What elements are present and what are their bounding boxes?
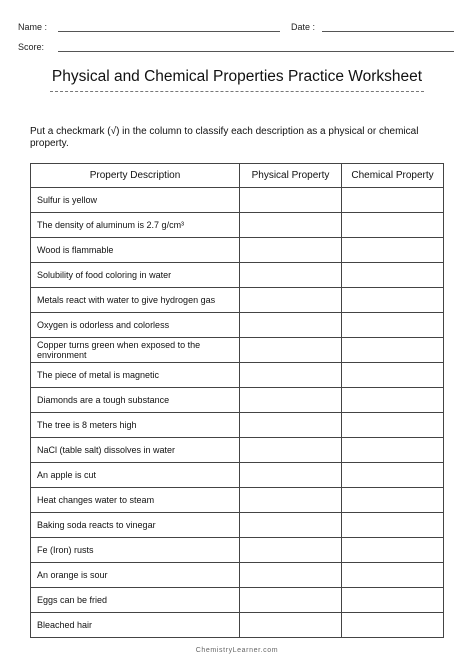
property-description: Copper turns green when exposed to the environment	[31, 338, 240, 363]
property-description: Diamonds are a tough substance	[31, 388, 240, 413]
property-description: Eggs can be fried	[31, 588, 240, 613]
physical-property-cell[interactable]	[240, 313, 342, 338]
physical-property-cell[interactable]	[240, 213, 342, 238]
physical-property-cell[interactable]	[240, 538, 342, 563]
physical-property-cell[interactable]	[240, 613, 342, 638]
property-description: An orange is sour	[31, 563, 240, 588]
score-field[interactable]	[58, 51, 454, 52]
physical-property-cell[interactable]	[240, 438, 342, 463]
chemical-property-cell[interactable]	[342, 438, 444, 463]
chemical-property-cell[interactable]	[342, 463, 444, 488]
table-row	[31, 263, 444, 288]
physical-property-cell[interactable]	[240, 588, 342, 613]
table-row	[31, 238, 444, 263]
table-row	[31, 488, 444, 513]
property-description: Fe (Iron) rusts	[31, 538, 240, 563]
chemical-property-cell[interactable]	[342, 588, 444, 613]
physical-property-cell[interactable]	[240, 338, 342, 363]
physical-property-cell[interactable]	[240, 388, 342, 413]
score-label: Score:	[18, 42, 45, 52]
table-row	[31, 513, 444, 538]
property-description: NaCl (table salt) dissolves in water	[31, 438, 240, 463]
property-description: The piece of metal is magnetic	[31, 363, 240, 388]
property-description: Bleached hair	[31, 613, 240, 638]
table-row	[31, 588, 444, 613]
chemical-property-cell[interactable]	[342, 413, 444, 438]
page-title: Physical and Chemical Properties Practice Worksheet	[51, 68, 423, 85]
title-divider	[50, 91, 424, 92]
table-row	[31, 413, 444, 438]
table-row	[31, 213, 444, 238]
property-description: The density of aluminum is 2.7 g/cm³	[31, 213, 240, 238]
property-description: Heat changes water to steam	[31, 488, 240, 513]
table-row	[31, 363, 444, 388]
chemical-property-cell[interactable]	[342, 488, 444, 513]
chemical-property-cell[interactable]	[342, 288, 444, 313]
header-chemical-property: Chemical Property	[342, 164, 444, 188]
property-description: Sulfur is yellow	[31, 188, 240, 213]
physical-property-cell[interactable]	[240, 413, 342, 438]
instructions: Put a checkmark (√) in the column to classify each description as a physical or chemical property.	[30, 126, 419, 149]
table-header-row	[31, 164, 444, 188]
name-label: Name :	[18, 22, 48, 32]
footer-credit: ChemistryLearner.com	[195, 647, 279, 654]
chemical-property-cell[interactable]	[342, 313, 444, 338]
property-description: The tree is 8 meters high	[31, 413, 240, 438]
property-description: Oxygen is odorless and colorless	[31, 313, 240, 338]
date-label: Date :	[291, 22, 316, 32]
physical-property-cell[interactable]	[240, 363, 342, 388]
chemical-property-cell[interactable]	[342, 388, 444, 413]
table-row	[31, 613, 444, 638]
table-row	[31, 563, 444, 588]
property-description: An apple is cut	[31, 463, 240, 488]
chemical-property-cell[interactable]	[342, 513, 444, 538]
physical-property-cell[interactable]	[240, 288, 342, 313]
physical-property-cell[interactable]	[240, 463, 342, 488]
table-row	[31, 463, 444, 488]
name-field[interactable]	[58, 31, 280, 32]
chemical-property-cell[interactable]	[342, 613, 444, 638]
property-description: Baking soda reacts to vinegar	[31, 513, 240, 538]
chemical-property-cell[interactable]	[342, 263, 444, 288]
table-row	[31, 188, 444, 213]
property-description: Solubility of food coloring in water	[31, 263, 240, 288]
chemical-property-cell[interactable]	[342, 538, 444, 563]
table-row	[31, 338, 444, 363]
header-property-description: Property Description	[31, 164, 240, 188]
physical-property-cell[interactable]	[240, 513, 342, 538]
date-field[interactable]	[322, 31, 454, 32]
physical-property-cell[interactable]	[240, 238, 342, 263]
chemical-property-cell[interactable]	[342, 338, 444, 363]
chemical-property-cell[interactable]	[342, 363, 444, 388]
chemical-property-cell[interactable]	[342, 563, 444, 588]
chemical-property-cell[interactable]	[342, 238, 444, 263]
table-row	[31, 388, 444, 413]
property-description: Wood is flammable	[31, 238, 240, 263]
properties-table	[30, 163, 444, 638]
table-row	[31, 538, 444, 563]
chemical-property-cell[interactable]	[342, 213, 444, 238]
table-row	[31, 288, 444, 313]
physical-property-cell[interactable]	[240, 488, 342, 513]
table-row	[31, 438, 444, 463]
header-physical-property: Physical Property	[240, 164, 342, 188]
physical-property-cell[interactable]	[240, 263, 342, 288]
physical-property-cell[interactable]	[240, 563, 342, 588]
property-description: Metals react with water to give hydrogen gas	[31, 288, 240, 313]
physical-property-cell[interactable]	[240, 188, 342, 213]
chemical-property-cell[interactable]	[342, 188, 444, 213]
table-row	[31, 313, 444, 338]
